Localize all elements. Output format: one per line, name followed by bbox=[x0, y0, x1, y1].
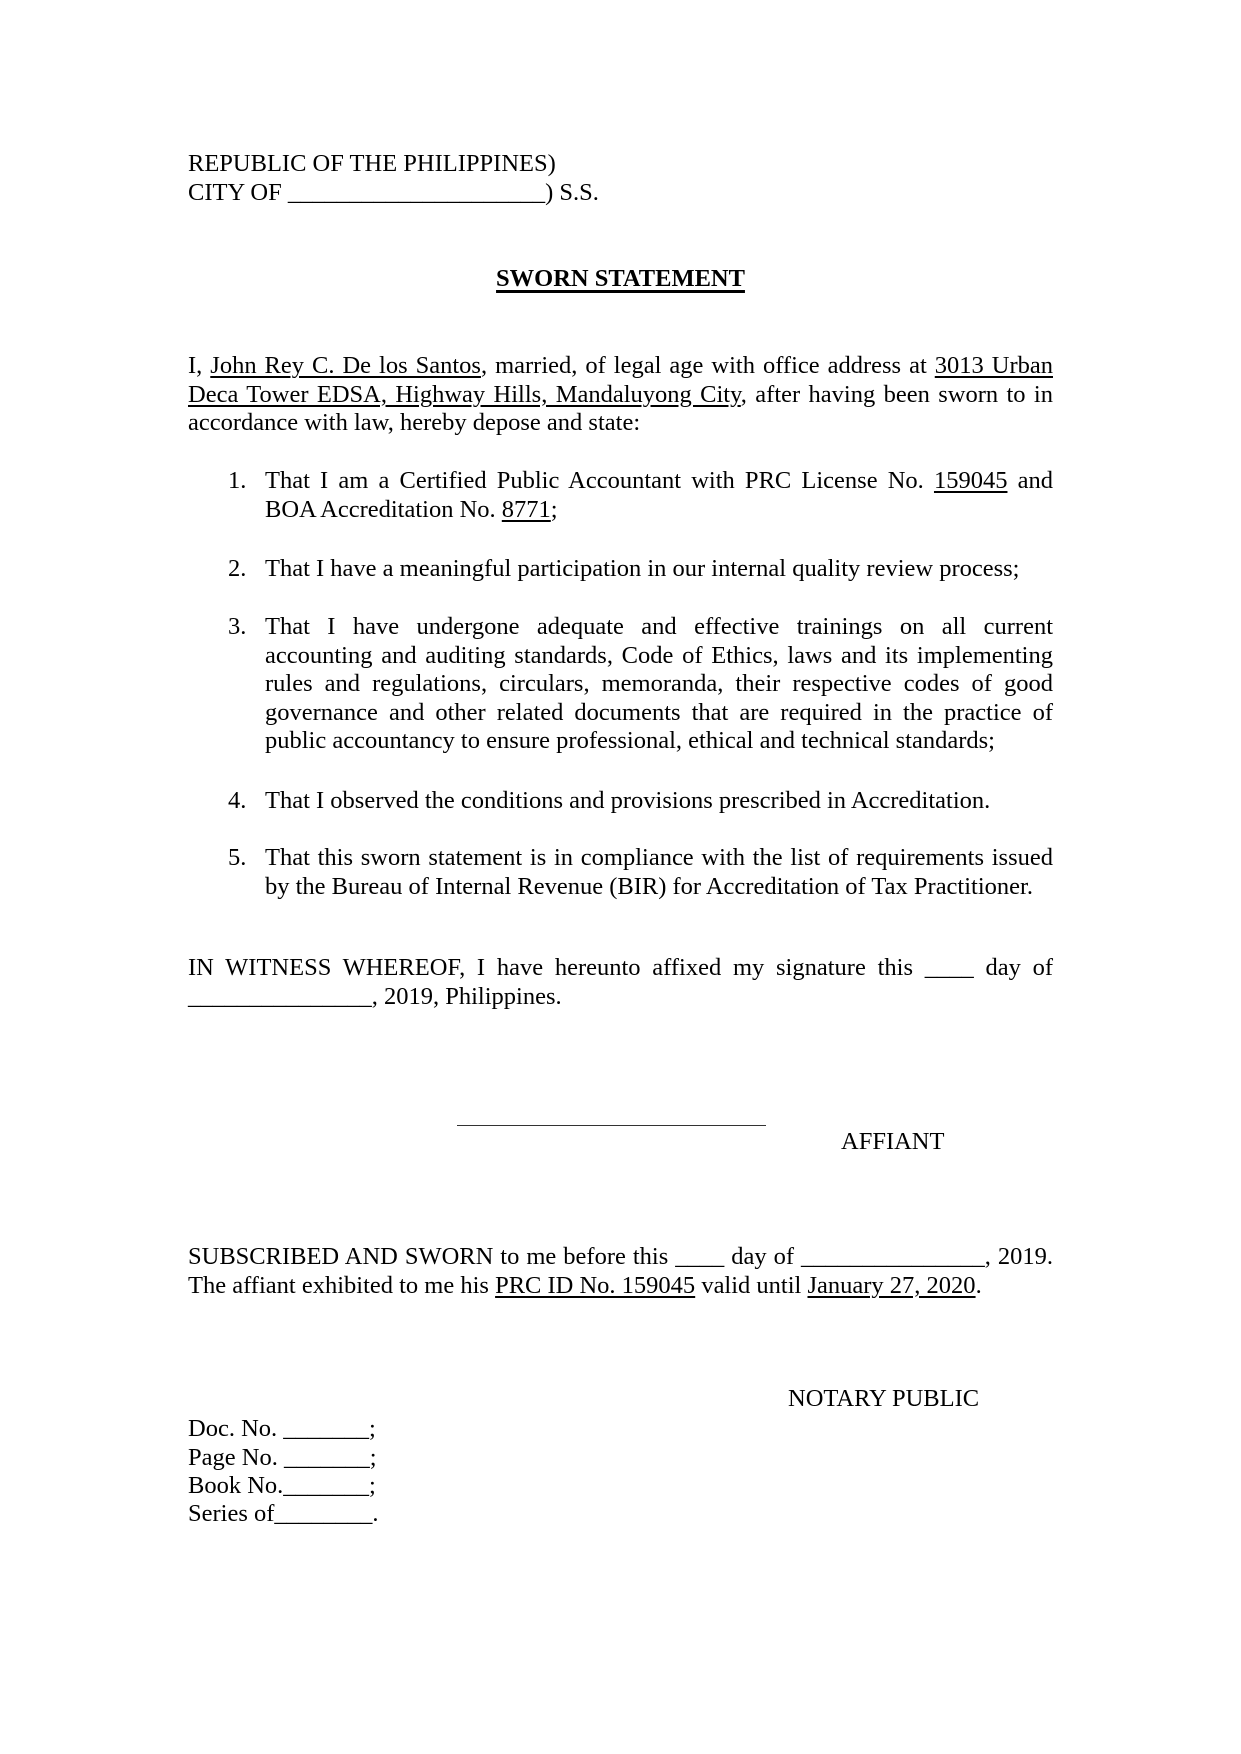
book-no-label: Book No. bbox=[188, 1472, 284, 1499]
jurat-text-2: valid until bbox=[695, 1271, 808, 1299]
doc-no-end: ; bbox=[369, 1415, 376, 1442]
series-field[interactable]: ________ bbox=[274, 1500, 373, 1527]
boa-accreditation-no: 8771 bbox=[501, 495, 551, 523]
book-no-row bbox=[188, 1472, 376, 1501]
book-no-end: ; bbox=[369, 1472, 376, 1499]
prc-id-reference: PRC ID No. 159045 bbox=[495, 1271, 696, 1299]
venue-ss: ) S.S. bbox=[545, 179, 599, 206]
city-blank-field[interactable]: _____________________ bbox=[287, 179, 546, 206]
intro-text-1: I, bbox=[188, 352, 211, 379]
item-number: 2. bbox=[228, 555, 247, 582]
affiant-name: John Rey C. De los Santos bbox=[210, 352, 481, 379]
witness-clause: IN WITNESS WHEREOF, I have hereunto affixed my signature this ____ day of _______________, 2019, Philippines. bbox=[188, 954, 1053, 1010]
intro-text-3: , after having been sworn to in accordance with law, hereby depose and state: bbox=[188, 380, 1053, 437]
series-end: . bbox=[372, 1500, 379, 1527]
id-valid-until: January 27, 2020 bbox=[807, 1271, 976, 1299]
item-number: 1. bbox=[228, 467, 247, 494]
item-1-text-1: That I am a Certified Public Accountant with PRC License No. bbox=[265, 467, 934, 494]
doc-no-field[interactable]: _______ bbox=[283, 1415, 370, 1442]
page-no-end: ; bbox=[369, 1444, 377, 1471]
venue-country: REPUBLIC OF THE PHILIPPINES) bbox=[188, 150, 556, 177]
item-number: 4. bbox=[228, 787, 247, 814]
doc-no-label: Doc. No. bbox=[188, 1415, 284, 1442]
series-label: Series of bbox=[188, 1500, 275, 1527]
notary-public-label: NOTARY PUBLIC bbox=[788, 1385, 980, 1412]
item-text: That this sworn statement is in compliance with the list of requirements issued by the Bureau of Internal Revenue (BIR) for Accreditation of Tax Practitioner. bbox=[265, 844, 1053, 900]
office-address: 3013 Urban Deca Tower EDSA, Highway Hills, Mandaluyong City bbox=[188, 352, 1053, 408]
venue-city bbox=[188, 179, 599, 208]
item-number: 3. bbox=[228, 613, 247, 640]
jurat-paragraph bbox=[188, 1243, 1053, 1300]
affiant-label: AFFIANT bbox=[841, 1128, 945, 1155]
doc-no-row bbox=[188, 1415, 376, 1444]
prc-license-no: 159045 bbox=[933, 467, 1008, 494]
document-title: SWORN STATEMENT bbox=[496, 265, 745, 292]
series-row bbox=[188, 1500, 379, 1529]
page-no-row bbox=[188, 1444, 377, 1473]
intro-paragraph bbox=[188, 352, 1053, 438]
signature-line[interactable] bbox=[457, 1125, 766, 1126]
item-text bbox=[265, 467, 1053, 524]
item-number: 5. bbox=[228, 844, 247, 871]
item-text: That I have a meaningful participation in our internal quality review process; bbox=[265, 555, 1020, 582]
intro-text-2: , married, of legal age with office address at bbox=[480, 352, 935, 379]
page-no-label: Page No. bbox=[188, 1444, 284, 1471]
page-no-field[interactable]: _______ bbox=[283, 1444, 370, 1471]
jurat-text-1: SUBSCRIBED AND SWORN to me before this ____ day of _______________, 2019. The affiant exhibited to me his bbox=[188, 1243, 1053, 1299]
jurat-text-3: . bbox=[975, 1271, 982, 1299]
venue-city-label: CITY OF bbox=[188, 179, 288, 206]
item-text: That I have undergone adequate and effective trainings on all current accounting and auditing standards, Code of Ethics, laws and its implementing rules and regulations, circulars, memoranda, their respective codes of good governance and other related documents that are required in the practice of public accountancy to ensure professional, ethical and technical standards; bbox=[265, 613, 1053, 755]
book-no-field[interactable]: _______ bbox=[283, 1472, 370, 1499]
item-text: That I observed the conditions and provisions prescribed in Accreditation. bbox=[265, 787, 991, 814]
item-1-text-2: and BOA Accreditation No. bbox=[265, 467, 1053, 523]
item-1-text-3: ; bbox=[550, 495, 558, 523]
